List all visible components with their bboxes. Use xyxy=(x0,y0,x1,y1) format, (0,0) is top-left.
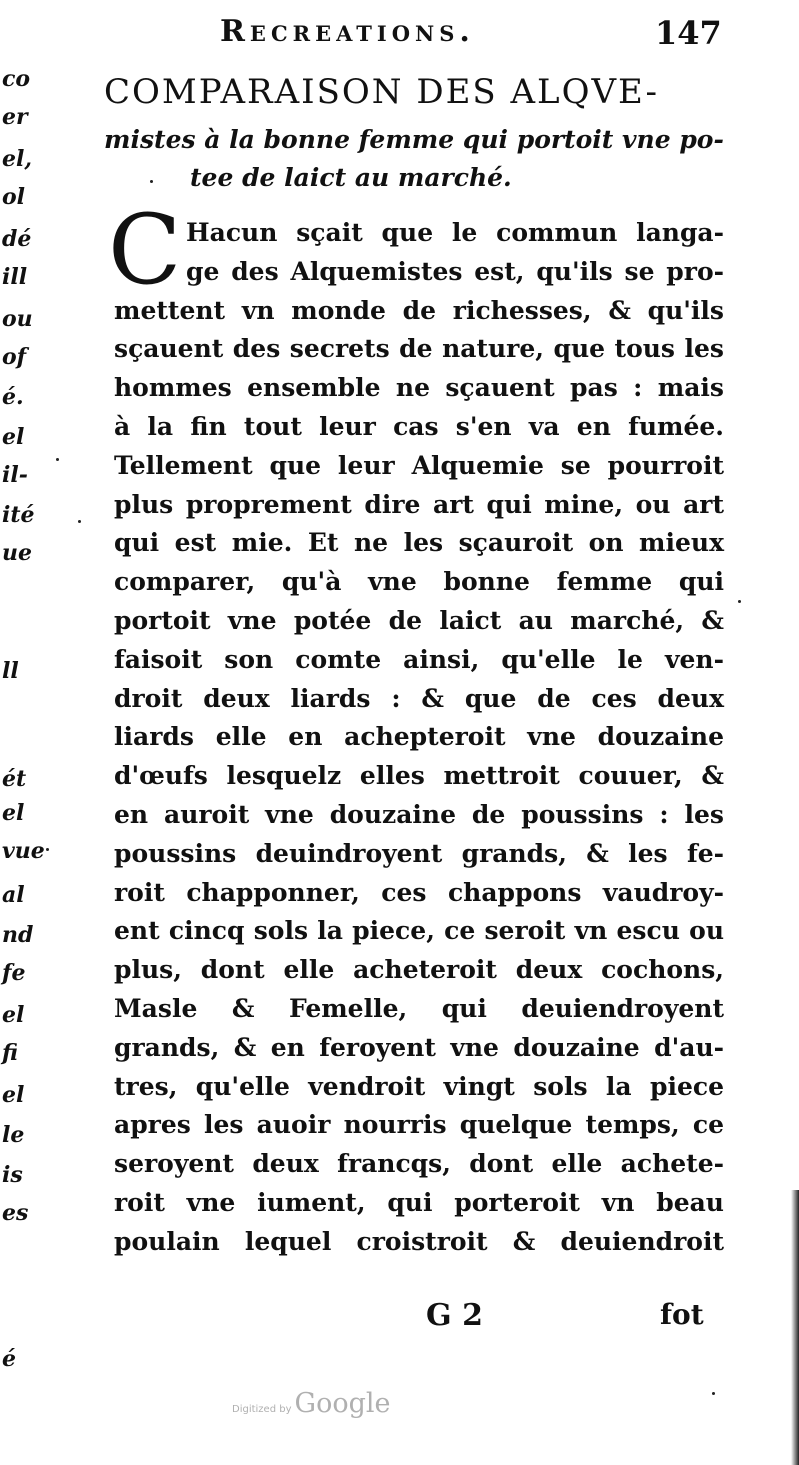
chapter-title: COMPARAISON DES ALQVE- xyxy=(104,72,659,112)
scan-speck xyxy=(46,848,49,851)
scan-speck xyxy=(56,458,59,461)
gutter-mark: el xyxy=(2,1082,25,1108)
text-line: roit vne iument, qui porteroit vn beau xyxy=(114,1187,724,1217)
text-line: portoit vne potée de laict au marché, & xyxy=(114,605,724,635)
body-paragraph xyxy=(114,214,724,1262)
scan-speck xyxy=(738,600,741,603)
text-line: plus proprement dire art qui mine, ou art xyxy=(114,489,724,519)
text-line: seroyent deux francqs, dont elle achete- xyxy=(114,1149,724,1179)
text-line: comparer, qu'à vne bonne femme qui xyxy=(114,567,724,597)
gutter-mark: ue xyxy=(2,540,32,566)
digitization-watermark xyxy=(232,1388,390,1419)
text-line: Hacun sçait que le commun langa- xyxy=(186,218,724,247)
text-line: en auroit vne douzaine de poussins : les xyxy=(114,799,724,829)
text-line: poulain lequel croistroit & deuiendroit xyxy=(114,1226,724,1256)
scan-speck xyxy=(712,1392,715,1395)
chapter-subtitle-line-1: mistes à la bonne femme qui portoit vne po- xyxy=(104,125,724,154)
text-line: droit deux liards : & que de ces deux xyxy=(114,683,724,713)
text-line: Masle & Femelle, qui deuiendroyent xyxy=(114,993,724,1023)
gutter-mark: ol xyxy=(2,184,26,210)
gutter-mark: il- xyxy=(2,462,28,488)
gutter-mark: vue xyxy=(2,838,45,864)
scan-speck xyxy=(78,520,81,523)
page-number: 147 xyxy=(655,14,722,52)
text-line: plus, dont elle acheteroit deux cochons, xyxy=(114,955,724,985)
gutter-mark: el xyxy=(2,424,25,450)
text-line: sçauent des secrets de nature, que tous les xyxy=(114,334,724,364)
running-title: Recreations. xyxy=(220,14,475,49)
signature-mark: G 2 xyxy=(426,1298,483,1333)
text-line: tres, qu'elle vendroit vingt sols la piece xyxy=(114,1071,724,1101)
gutter-mark: nd xyxy=(2,922,34,948)
catchword: fot xyxy=(660,1298,704,1331)
gutter-mark: é xyxy=(2,1346,16,1372)
text-line: faisoit son comte ainsi, qu'elle le ven- xyxy=(114,644,724,674)
gutter-mark: ité xyxy=(2,502,35,528)
gutter-mark: al xyxy=(2,882,25,908)
text-line: mettent vn monde de richesses, & qu'ils xyxy=(114,295,724,325)
text-line: roit chapponner, ces chappons vaudroy- xyxy=(114,877,724,907)
chapter-subtitle-line-2: tee de laict au marché. xyxy=(190,163,512,192)
scan-speck xyxy=(150,180,153,183)
text-line: grands, & en feroyent vne douzaine d'au- xyxy=(114,1032,724,1062)
gutter-mark: ou xyxy=(2,306,33,332)
gutter-mark: es xyxy=(2,1200,29,1226)
gutter-mark: fe xyxy=(2,960,26,986)
gutter-mark: er xyxy=(2,104,28,130)
gutter-mark: is xyxy=(2,1162,23,1188)
watermark-prefix: Digitized by xyxy=(232,1404,292,1415)
gutter-mark: el xyxy=(2,1002,25,1028)
text-line: ent cincq sols la piece, ce seroit vn escu ou xyxy=(114,916,724,946)
text-line: ge des Alquemistes est, qu'ils se pro- xyxy=(186,256,724,286)
text-line: poussins deuindroyent grands, & les fe- xyxy=(114,838,724,868)
text-line: d'œufs lesquelz elles mettroit couuer, & xyxy=(114,761,724,791)
gutter-mark: el, xyxy=(2,146,33,172)
watermark-brand: Google xyxy=(294,1388,391,1419)
text-line: Tellement que leur Alquemie se pourroit xyxy=(114,450,724,480)
gutter-mark: ill xyxy=(2,264,28,290)
text-line: qui est mie. Et ne les sçauroit on mieux xyxy=(114,528,724,558)
text-line: à la fin tout leur cas s'en va en fumée. xyxy=(114,411,724,441)
gutter-mark: el xyxy=(2,800,25,826)
gutter-mark: ét xyxy=(2,766,27,792)
drop-initial: C xyxy=(108,194,182,306)
text-line: hommes ensemble ne sçauent pas : mais xyxy=(114,373,724,403)
gutter-mark: dé xyxy=(2,226,32,252)
text-line: liards elle en achepteroit vne douzaine xyxy=(114,722,724,752)
gutter-mark: é. xyxy=(2,384,24,410)
page-edge-shadow xyxy=(791,1190,799,1465)
gutter-mark: co xyxy=(2,66,31,92)
gutter-mark: fi xyxy=(2,1040,18,1066)
gutter-mark: of xyxy=(2,344,27,370)
gutter-mark: le xyxy=(2,1122,25,1148)
gutter-mark: ll xyxy=(2,658,19,684)
text-line: apres les auoir nourris quelque temps, ce xyxy=(114,1110,724,1140)
